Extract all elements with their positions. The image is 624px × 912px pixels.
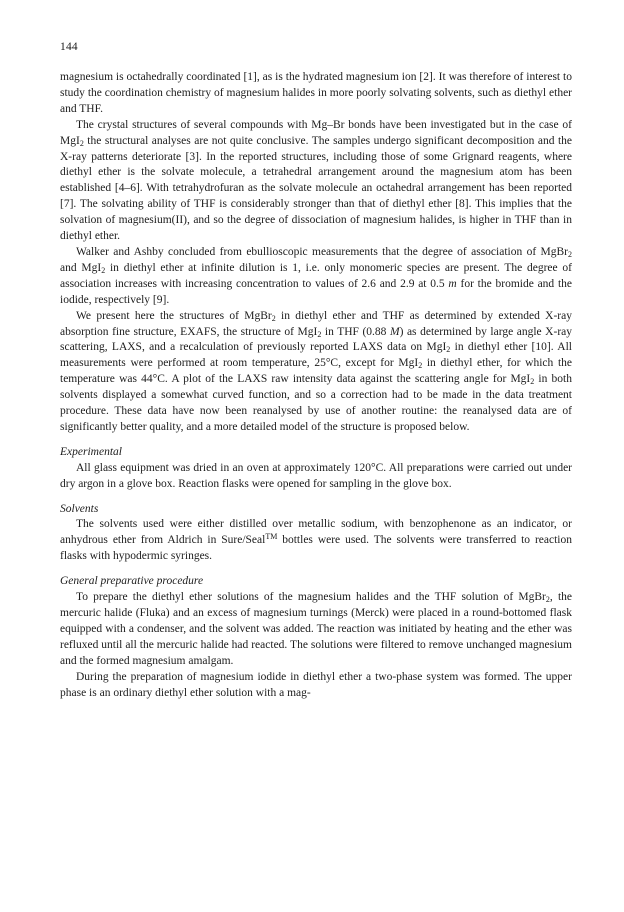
- paragraph: [60, 670, 572, 702]
- superscript: TM: [265, 532, 278, 542]
- text-run: We present here the structures of MgBr: [76, 309, 272, 322]
- paragraph: [60, 309, 572, 436]
- paragraph: [60, 517, 572, 565]
- text-run: , the mercuric halide (Fluka) and an excess of magnesium turnings (Merck) were placed in a round-bottomed flask equipped with a condenser, and the solvent was added. The reaction was initiated by heating and the ether was refluxed until all the mercuric halide had reacted. The solutions were filtered to remove unchanged magnesium and the formed magnesium amalgam.: [60, 591, 572, 667]
- subscript: 2: [418, 361, 423, 371]
- text-run: in both solvents displayed a somewhat curved function, and so a correction had to be made in the data treatment procedure. These data have now been reanalysed by use of another routine: the reanalysed data are of significantly better quality, and a more detailed model of the structure is proposed below.: [60, 373, 572, 433]
- text-run: in diethyl ether and THF as determined by extended X-ray absorption fine structure, EXAFS, the structure of MgI: [60, 309, 572, 338]
- paragraph: [60, 590, 572, 670]
- text-run: in diethyl ether, for which the temperature was 44°C. A plot of the LAXS raw intensity data against the scattering angle for MgI: [60, 357, 572, 386]
- text-run: The crystal structures of several compounds with Mg–Br bonds have been investigated but in the case of MgI: [60, 118, 572, 147]
- subscript: 2: [446, 345, 451, 355]
- text-run: All glass equipment was dried in an oven at approximately 120°C. All preparations were carried out under dry argon in a glove box. Reaction flasks were opened for sampling in the glove box.: [60, 461, 572, 490]
- text-run: for the bromide and the iodide, respectively [9].: [60, 277, 572, 306]
- subscript: 2: [568, 249, 572, 259]
- text-run: bottles were used. The solvents were transferred to reaction flasks with hypodermic syringes.: [60, 534, 572, 563]
- text-run: The solvents used were either distilled over metallic sodium, with benzophenone as an indicator, or anhydrous ether from Aldrich in Sure/Seal: [60, 518, 572, 547]
- paragraph: [60, 461, 572, 493]
- text-run: in diethyl ether [10]. All measurements were performed at room temperature, 25°C, except for MgI: [60, 341, 572, 370]
- subscript: 2: [79, 138, 84, 148]
- text-run: During the preparation of magnesium iodide in diethyl ether a two-phase system was formed. The upper phase is an ordinary diethyl ether solution with a mag-: [60, 670, 572, 699]
- article-body: [60, 70, 572, 701]
- text-run: the structural analyses are not quite conclusive. The samples undergo significant decomposition and the X-ray patterns deteriorate [3]. In the reported structures, including those of some Grignard reagents, where diethyl ether is the solvate molecule, a tetrahedral arrangement around the magnesium atom has been established [4–6]. With tetrahydrofuran as the solvate molecule an octahedral arrangement has been reported [7]. The solvating ability of THF is considerably stronger than that of diethyl ether [8]. This implies that the solvation of magnesium(II), and so the degree of dissociation of magnesium halides, is higher in THF than in diethyl ether.: [60, 134, 572, 243]
- subscript: 2: [530, 377, 535, 387]
- text-run: Walker and Ashby concluded from ebullioscopic measurements that the degree of association of MgBr: [76, 245, 568, 258]
- italic-symbol: m: [448, 277, 457, 290]
- page-number: 144: [60, 41, 78, 53]
- subscript: 2: [101, 265, 106, 275]
- text-run: in diethyl ether at infinite dilution is 1, i.e. only monomeric species are present. The degree of association increases with increasing concentration to values of 2.6 and 2.9 at 0.5: [60, 261, 572, 290]
- text-run: and MgI: [60, 261, 102, 274]
- italic-symbol: M: [389, 325, 400, 338]
- subscript: 2: [317, 329, 322, 339]
- section-heading: Solvents: [60, 502, 99, 515]
- subscript: 2: [271, 313, 276, 323]
- section-heading: Experimental: [60, 445, 122, 458]
- paragraph: [60, 118, 572, 245]
- paragraph: [60, 245, 572, 309]
- text-run: magnesium is octahedrally coordinated [1], as is the hydrated magnesium ion [2]. It was therefore of interest to study the coordination chemistry of magnesium halides in more poorly solvating solvents, such as diethyl ether and THF.: [60, 71, 572, 115]
- text-run: ) as determined by large angle X-ray scattering, LAXS, and a recalculation of previously reported LAXS data on MgI: [60, 325, 573, 354]
- section-heading: General preparative procedure: [60, 575, 204, 588]
- subscript: 2: [545, 595, 550, 605]
- paragraph: [60, 70, 572, 118]
- text-run: To prepare the diethyl ether solutions of the magnesium halides and the THF solution of MgBr: [76, 591, 546, 604]
- text-run: in THF (0.88: [321, 325, 390, 338]
